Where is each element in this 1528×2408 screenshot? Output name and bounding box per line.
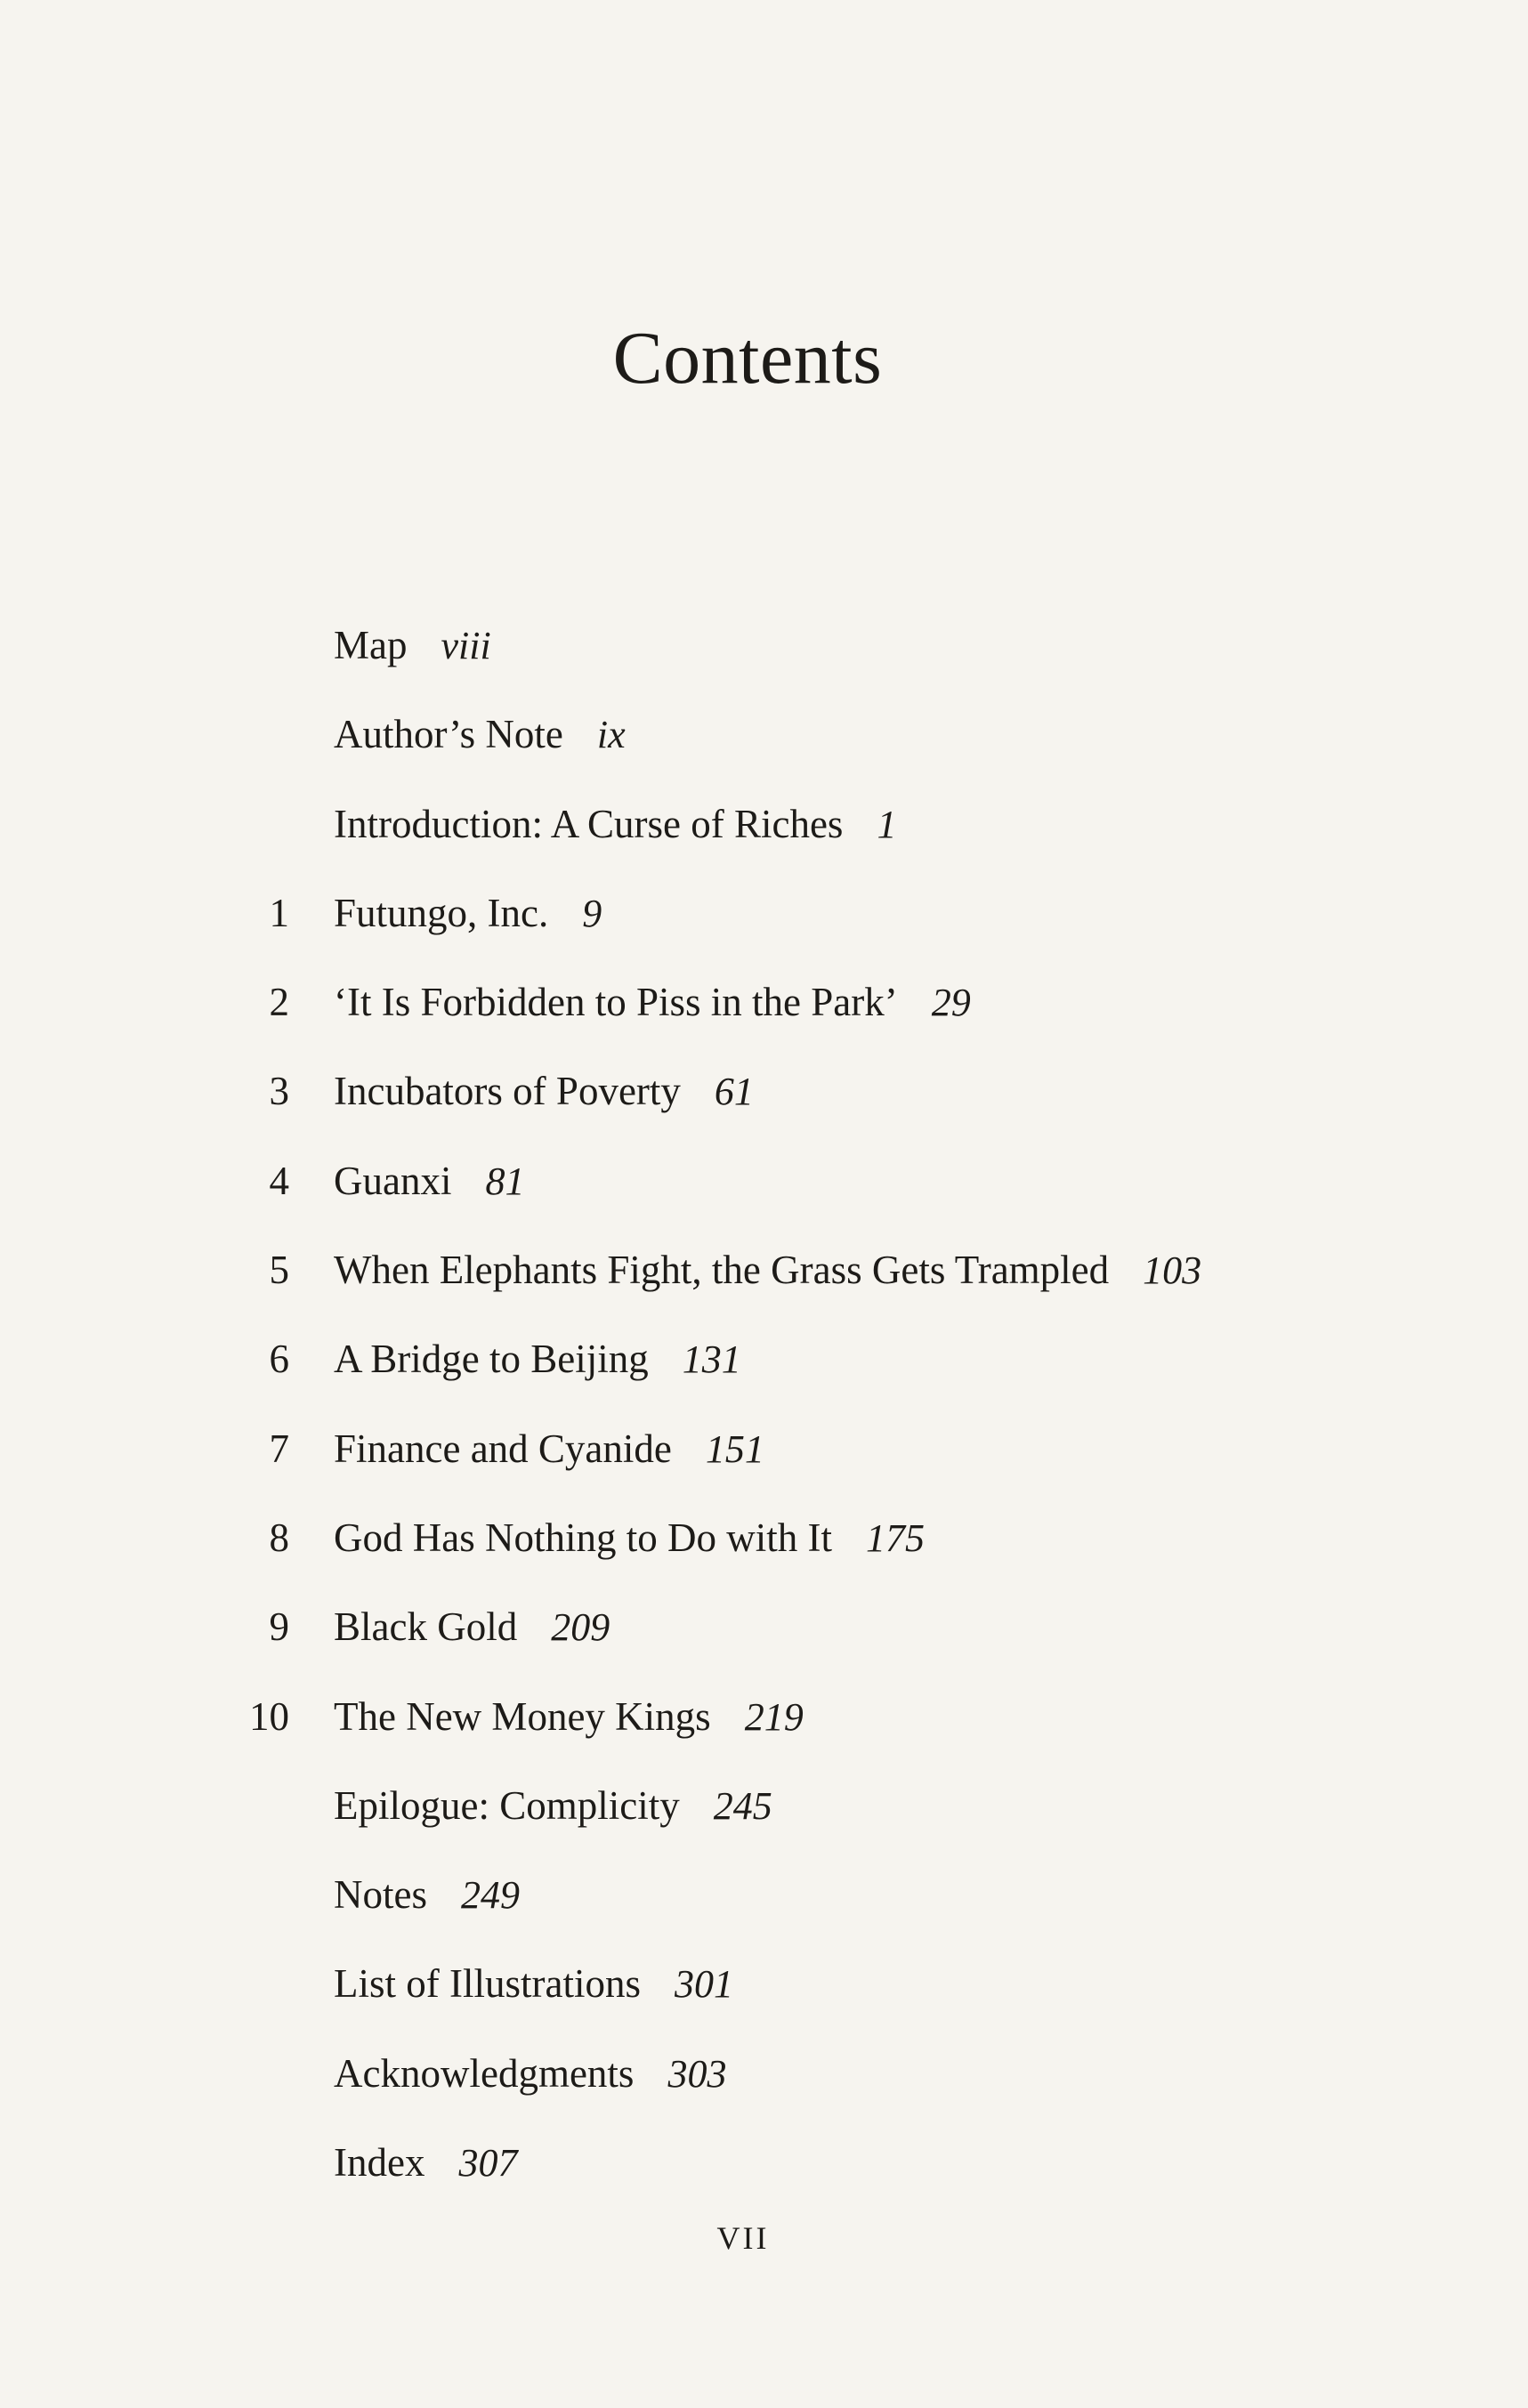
toc-entry-label: List of Illustrations: [334, 1961, 641, 2007]
toc-page-number: 29: [931, 981, 971, 1025]
toc-chapter-number: 8: [269, 1515, 289, 1560]
toc-entry-label: Finance and Cyanide: [334, 1426, 672, 1471]
page-folio: VII: [716, 2220, 770, 2256]
toc-chapter-number: 7: [269, 1426, 289, 1471]
toc-entry-label: Introduction: A Curse of Riches: [334, 801, 844, 846]
toc-entry: [0, 1774, 1528, 1863]
toc-entry-label: Epilogue: Complicity: [334, 1782, 680, 1828]
toc-chapter-number: 4: [269, 1158, 289, 1203]
toc-entry: [0, 1507, 1528, 1596]
toc-entry: [0, 1150, 1528, 1239]
toc-entry-text: [334, 2131, 517, 2194]
toc-entry: [0, 2131, 1528, 2220]
toc-page-number: 103: [1143, 1248, 1202, 1293]
toc-page-number: 307: [458, 2141, 518, 2186]
toc-entry: [0, 971, 1528, 1060]
toc-entry: [0, 793, 1528, 882]
toc-entry-label: Futungo, Inc.: [334, 890, 549, 935]
toc-entry-text: [334, 1239, 1201, 1302]
toc-page-number: 219: [744, 1694, 804, 1739]
toc-entry-label: Guanxi: [334, 1158, 452, 1203]
toc-entry-label: A Bridge to Beijing: [334, 1337, 649, 1382]
toc-entry-label: ‘It Is Forbidden to Piss in the Park’: [334, 980, 898, 1025]
toc-page-number: 301: [674, 1962, 733, 2007]
toc-entry-label: Incubators of Poverty: [334, 1069, 681, 1114]
toc-page-number: viii: [441, 624, 491, 667]
toc-page-number: 81: [485, 1159, 525, 1203]
toc-entry: [0, 882, 1528, 971]
toc-entry: [0, 703, 1528, 792]
toc-entry-label: Acknowledgments: [334, 2050, 635, 2096]
toc-entry: [0, 1328, 1528, 1417]
toc-entry-label: The New Money Kings: [334, 1693, 711, 1739]
toc-chapter-number: 3: [269, 1069, 289, 1114]
toc-entry-text: [334, 614, 491, 677]
toc-page-number: ix: [596, 713, 626, 757]
toc-entry-label: Notes: [334, 1872, 427, 1918]
toc-entry-text: [334, 971, 971, 1034]
toc-page-number: 151: [705, 1426, 764, 1471]
toc-chapter-number: 10: [249, 1693, 289, 1739]
toc-chapter-number: 5: [269, 1248, 289, 1293]
toc-entry: [0, 1060, 1528, 1149]
page-title: Contents: [612, 317, 883, 400]
toc-chapter-number: 6: [269, 1337, 289, 1382]
toc-page-number: 209: [551, 1605, 610, 1650]
toc-entry-text: [334, 2042, 726, 2105]
toc-entry-text: [334, 1060, 754, 1123]
toc-entry-text: [334, 1328, 741, 1391]
toc-page-number: 131: [682, 1337, 741, 1382]
toc-entry-label: When Elephants Fight, the Grass Gets Trampled: [334, 1248, 1110, 1293]
toc-page-number: 1: [877, 802, 897, 846]
toc-page-number: 61: [714, 1070, 754, 1114]
toc-chapter-number: 9: [269, 1604, 289, 1650]
toc-entry: [0, 1418, 1528, 1507]
toc-entry: [0, 1863, 1528, 1952]
toc-entry-text: [334, 1418, 764, 1481]
table-of-contents: [0, 614, 1528, 2220]
toc-entry-text: [334, 882, 602, 945]
toc-entry-text: [334, 1952, 733, 2016]
toc-chapter-number: 1: [269, 890, 289, 935]
toc-entry: [0, 1685, 1528, 1774]
toc-page-number: 9: [582, 891, 602, 935]
toc-entry-label: Index: [334, 2140, 425, 2186]
toc-entry: [0, 614, 1528, 703]
toc-entry: [0, 1596, 1528, 1685]
toc-entry-text: [334, 703, 626, 766]
toc-entry-label: Black Gold: [334, 1604, 518, 1650]
toc-page-number: 245: [713, 1783, 772, 1828]
toc-entry: [0, 1952, 1528, 2041]
toc-entry-text: [334, 1507, 925, 1570]
toc-entry-text: [334, 1150, 524, 1213]
toc-chapter-number: 2: [269, 980, 289, 1025]
toc-entry-text: [334, 793, 896, 856]
toc-entry-text: [334, 1685, 804, 1749]
toc-entry-label: Map: [334, 623, 408, 667]
toc-page-number: 249: [461, 1873, 520, 1918]
toc-entry-label: God Has Nothing to Do with It: [334, 1515, 832, 1560]
toc-entry-text: [334, 1596, 610, 1659]
toc-entry-label: Author’s Note: [334, 712, 563, 757]
toc-entry-text: [334, 1863, 520, 1927]
toc-page-number: 303: [667, 2051, 727, 2096]
toc-entry: [0, 2042, 1528, 2131]
toc-page-number: 175: [865, 1515, 925, 1560]
toc-entry-text: [334, 1774, 772, 1838]
toc-entry: [0, 1239, 1528, 1328]
